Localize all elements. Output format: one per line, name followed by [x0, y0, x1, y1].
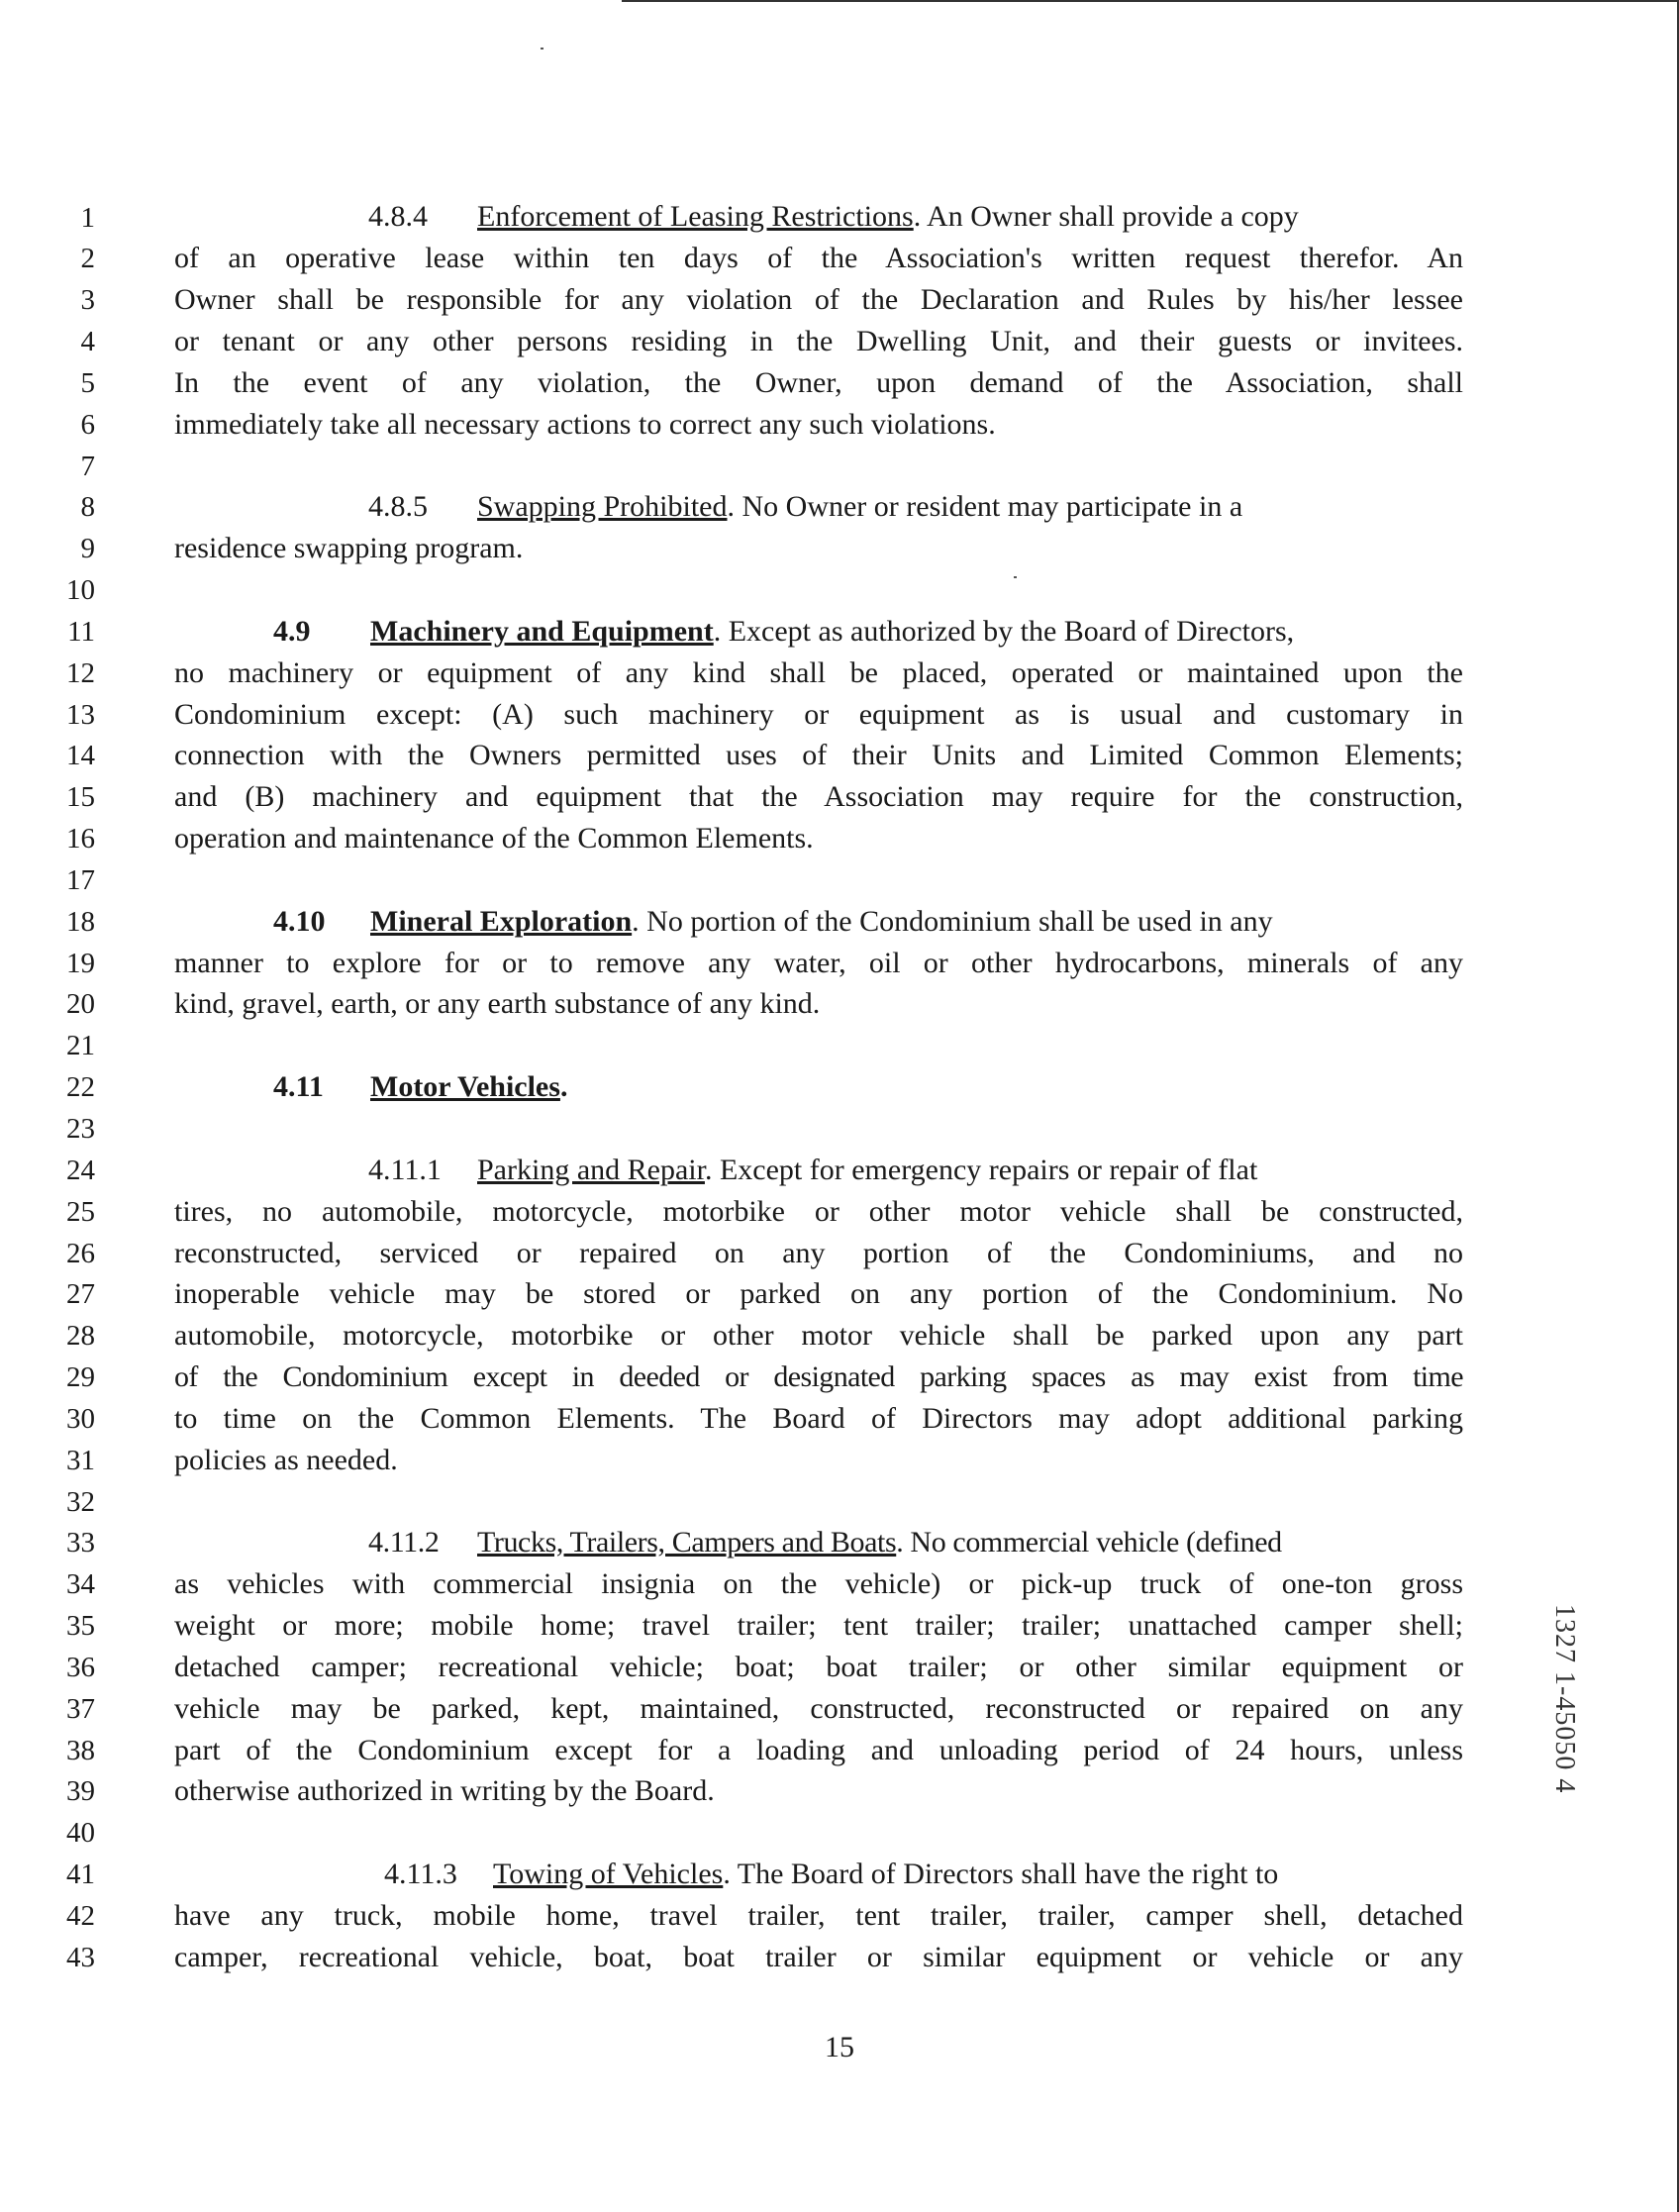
- section-heading: Swapping Prohibited: [477, 490, 728, 523]
- text-run: . Except for emergency repairs or repair of flat: [704, 1154, 1258, 1186]
- text-line: reconstructed, serviced or repaired on any portion of the Condominiums, and no: [174, 1237, 1463, 1269]
- line-number: 37: [66, 1693, 95, 1725]
- line-number: 7: [80, 451, 95, 482]
- section-first-line: [174, 611, 1463, 653]
- section-number: 4.11: [273, 1070, 324, 1103]
- section-heading: Parking and Repair: [477, 1154, 705, 1186]
- line-number: 18: [66, 906, 95, 938]
- text-line: or tenant or any other persons residing in the Dwelling Unit, and their guests or invitees.: [174, 325, 1463, 357]
- line-number: 15: [66, 781, 95, 813]
- scan-speck: [1014, 576, 1017, 578]
- section-heading-line: [174, 1066, 1463, 1108]
- line-number: 43: [66, 1942, 95, 1973]
- line-number: 4: [80, 326, 95, 357]
- line-number: 19: [66, 948, 95, 979]
- text-line: policies as needed.: [174, 1444, 398, 1476]
- text-line: immediately take all necessary actions to correct any such violations.: [174, 408, 996, 441]
- section-heading: Towing of Vehicles: [493, 1858, 724, 1890]
- line-number: 13: [66, 699, 95, 731]
- section-first-line: [174, 1522, 1463, 1563]
- line-number: 24: [66, 1155, 95, 1186]
- text-line: detached camper; recreational vehicle; boat; boat trailer; or other similar equipment or: [174, 1651, 1463, 1683]
- text-line: have any truck, mobile home, travel trailer, tent trailer, trailer, camper shell, detached: [174, 1899, 1463, 1932]
- scan-edge-top: [622, 0, 1679, 2]
- line-number: 1: [80, 202, 95, 234]
- section-number: 4.10: [273, 905, 326, 938]
- section-number: 4.11.2: [368, 1526, 440, 1558]
- section-first-line: [174, 1150, 1463, 1191]
- section-first-line: [174, 196, 1463, 238]
- line-number: 25: [66, 1196, 95, 1228]
- line-number: 16: [66, 823, 95, 855]
- line-number: 5: [80, 367, 95, 399]
- text-run: . No Owner or resident may participate in a: [727, 490, 1243, 523]
- line-number: 14: [66, 740, 95, 771]
- text-line: vehicle may be parked, kept, maintained, constructed, reconstructed or repaired on any: [174, 1692, 1463, 1725]
- line-number: 26: [66, 1238, 95, 1269]
- scan-speck: [541, 48, 543, 50]
- section-number: 4.11.3: [384, 1858, 457, 1890]
- text-line: automobile, motorcycle, motorbike or other motor vehicle shall be parked upon any part: [174, 1319, 1463, 1352]
- section-heading: Trucks, Trailers, Campers and Boats: [477, 1526, 897, 1558]
- text-run: . The Board of Directors shall have the right to: [723, 1858, 1279, 1890]
- text-line: of the Condominium except in deeded or designated parking spaces as may exist from time: [174, 1360, 1463, 1393]
- text-run: . No portion of the Condominium shall be used in any: [632, 905, 1273, 938]
- line-number: 3: [80, 284, 95, 316]
- section-first-line: [174, 1854, 1463, 1895]
- section-heading: Mineral Exploration: [370, 905, 633, 938]
- line-number: 32: [66, 1486, 95, 1518]
- text-line: Owner shall be responsible for any violation of the Declaration and Rules by his/her lessee: [174, 283, 1463, 316]
- line-number: 30: [66, 1403, 95, 1435]
- text-line: connection with the Owners permitted uses of their Units and Limited Common Elements;: [174, 739, 1463, 771]
- line-number: 36: [66, 1652, 95, 1683]
- line-number: 12: [66, 657, 95, 689]
- text-line: and (B) machinery and equipment that the Association may require for the construction,: [174, 780, 1463, 813]
- text-line: weight or more; mobile home; travel trailer; tent trailer; trailer; unattached camper shell;: [174, 1609, 1463, 1642]
- section-first-line: [174, 486, 1463, 528]
- line-number: 31: [66, 1445, 95, 1476]
- section-number: 4.11.1: [368, 1154, 442, 1186]
- line-number: 21: [66, 1030, 95, 1061]
- line-number: 39: [66, 1775, 95, 1807]
- line-number: 22: [66, 1071, 95, 1103]
- section-number: 4.8.4: [368, 200, 428, 233]
- text-line: camper, recreational vehicle, boat, boat trailer or similar equipment or vehicle or any: [174, 1941, 1463, 1973]
- line-number: 27: [66, 1278, 95, 1310]
- line-number: 33: [66, 1527, 95, 1558]
- line-number: 29: [66, 1361, 95, 1393]
- section-number: 4.9: [273, 615, 311, 648]
- recording-stamp: 1327 1-45050 4: [1549, 1604, 1580, 1794]
- line-number: 28: [66, 1320, 95, 1352]
- line-number: 20: [66, 988, 95, 1020]
- text-line: to time on the Common Elements. The Board of Directors may adopt additional parking: [174, 1402, 1463, 1435]
- text-line: no machinery or equipment of any kind shall be placed, operated or maintained upon the: [174, 656, 1463, 689]
- section-heading: Motor Vehicles: [370, 1070, 560, 1103]
- text-line: residence swapping program.: [174, 532, 524, 564]
- text-line: as vehicles with commercial insignia on the vehicle) or pick-up truck of one-ton gross: [174, 1567, 1463, 1600]
- line-number: 23: [66, 1113, 95, 1145]
- line-number: 35: [66, 1610, 95, 1642]
- text-line: kind, gravel, earth, or any earth substance of any kind.: [174, 987, 821, 1020]
- line-number: 41: [66, 1859, 95, 1890]
- text-line: of an operative lease within ten days of the Association's written request therefor. An: [174, 242, 1463, 274]
- text-run: . An Owner shall provide a copy: [913, 200, 1299, 233]
- line-number: 6: [80, 409, 95, 441]
- line-number: 9: [80, 533, 95, 564]
- text-run: . Except as authorized by the Board of Directors,: [713, 615, 1295, 648]
- line-number: 17: [66, 864, 95, 896]
- text-line: Condominium except: (A) such machinery or equipment as is usual and customary in: [174, 698, 1463, 731]
- section-heading: Machinery and Equipment: [370, 615, 714, 648]
- line-number: 2: [80, 243, 95, 274]
- text-run: . No commercial vehicle (defined: [896, 1526, 1282, 1558]
- text-line: part of the Condominium except for a loading and unloading period of 24 hours, unless: [174, 1734, 1463, 1766]
- line-number: 38: [66, 1735, 95, 1766]
- line-number: 42: [66, 1900, 95, 1932]
- text-line: tires, no automobile, motorcycle, motorbike or other motor vehicle shall be constructed,: [174, 1195, 1463, 1228]
- page-number: 15: [825, 2031, 854, 2063]
- text-line: In the event of any violation, the Owner, upon demand of the Association, shall: [174, 366, 1463, 399]
- line-number: 40: [66, 1817, 95, 1849]
- text-line: operation and maintenance of the Common Elements.: [174, 822, 814, 855]
- line-number: 8: [80, 491, 95, 523]
- line-number: 11: [67, 616, 95, 648]
- heading-suffix: .: [559, 1070, 568, 1103]
- section-first-line: [174, 901, 1463, 943]
- text-line: otherwise authorized in writing by the Board.: [174, 1774, 715, 1807]
- section-number: 4.8.5: [368, 490, 428, 523]
- text-line: inoperable vehicle may be stored or parked on any portion of the Condominium. No: [174, 1277, 1463, 1310]
- section-heading: Enforcement of Leasing Restrictions: [477, 200, 914, 233]
- line-number: 10: [66, 574, 95, 606]
- line-number: 34: [66, 1568, 95, 1600]
- text-line: manner to explore for or to remove any water, oil or other hydrocarbons, minerals of any: [174, 947, 1463, 979]
